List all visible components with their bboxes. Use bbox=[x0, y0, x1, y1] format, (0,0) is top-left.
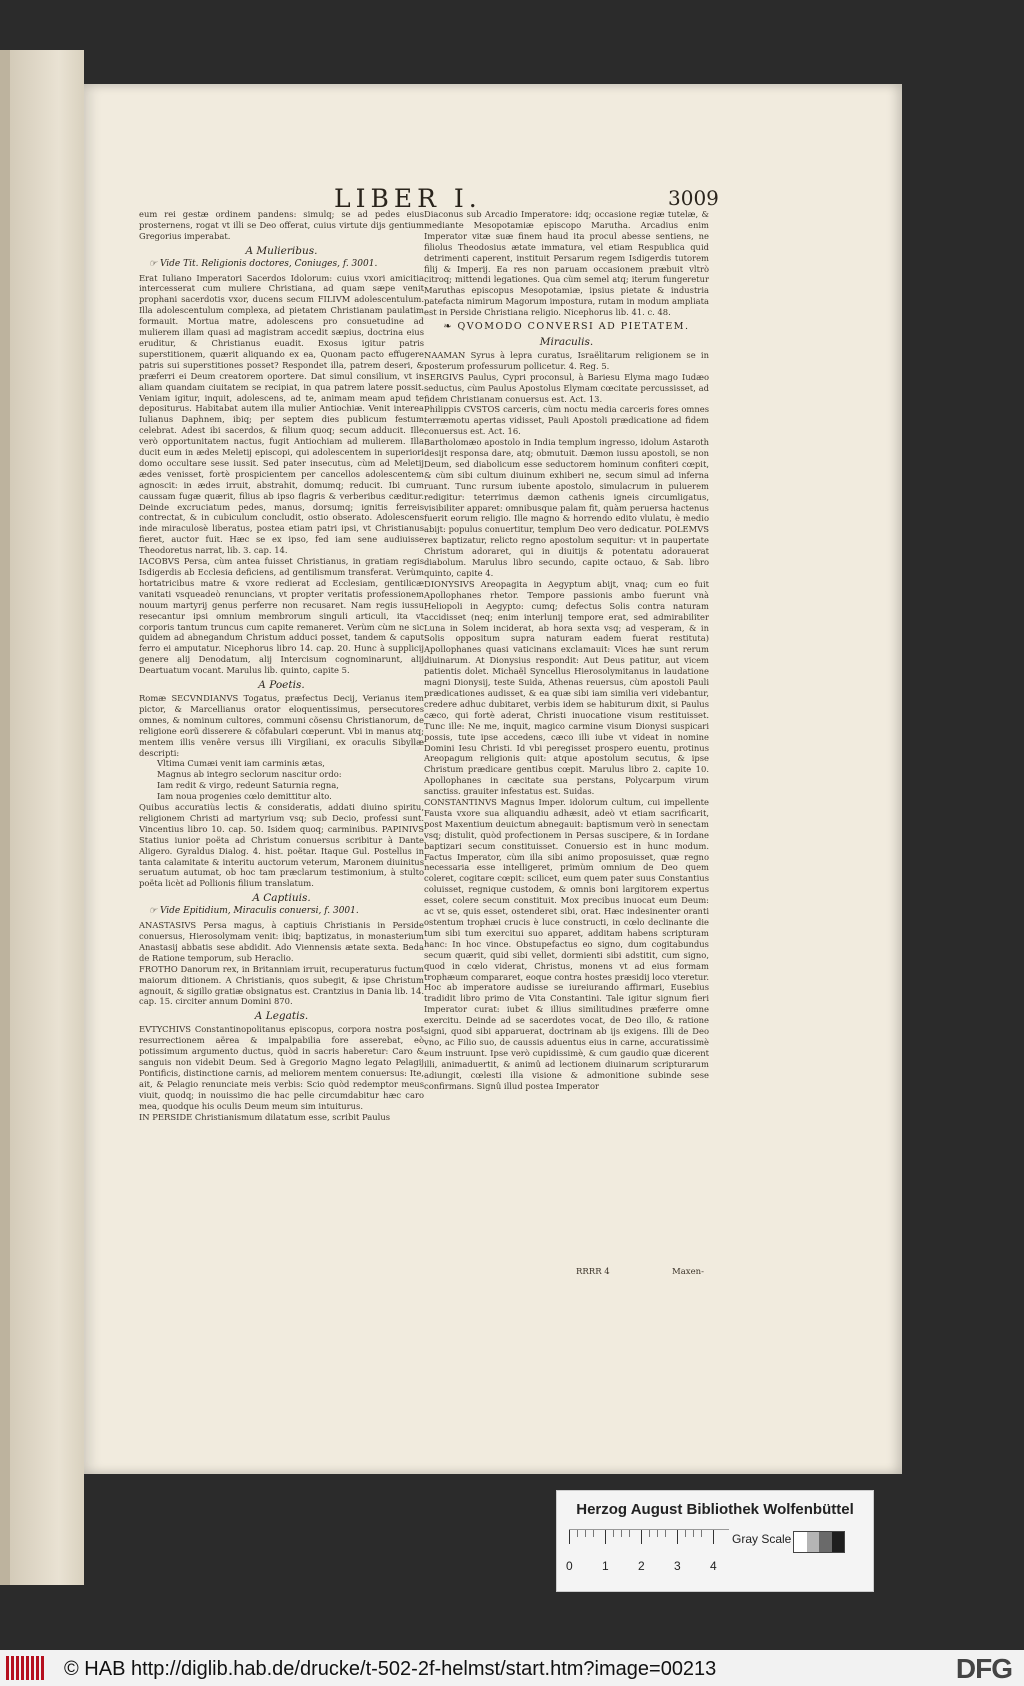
section-heading bbox=[424, 322, 709, 333]
cross-reference bbox=[149, 906, 424, 917]
gray-swatch bbox=[807, 1532, 820, 1552]
ruler-label: 0 bbox=[566, 1559, 573, 1573]
paragraph: IACOBVS Persa, cùm antea fuisset Christianus, in gratiam regis Isdigerdis ab Ecclesia deficiens, ad gentilismum transferat. Verùm hortatricibus matre & vxore redierat ad Ecclesiam, gentilicæ vanitati vsqueadeò renuncians, vt propter veritatis professionem nouum martyrij genus perferre non recusaret. Nam regis iussu resecantur ipsi omnium membrorum singuli articuli, ita vt corporis tantum truncus cum capite remaneret. Verùm cùm ne sic quidem ad abnegandum Christum adduci posset, tandem & caput ferro ei amputatur. Nicephorus libro 14. cap. 20. Hunc à supplicij genere alij Denodatum, alij Intercisum cognominarunt, alij Deartuatum vocant. Marulus lib. quinto, capite 5. bbox=[139, 556, 424, 676]
gray-swatch bbox=[832, 1532, 845, 1552]
section-heading: Miraculis. bbox=[539, 335, 594, 348]
library-name: Herzog August Bibliothek Wolfenbüttel bbox=[576, 1501, 854, 1518]
paragraph: Quibus accuratiùs lectis & consideratis, addati diuino spiritu, religionem Christi ad martyrium vsq; sub Decio, professi sunt. Vincentius libro 10. cap. 50. Isidem quoq; carminibus. PAPINIVS Statius iunior poëta ad Christum conuersus scribitur à Dante Aligero. Gyraldus Dialog. 4. hist. poëtar. Itaque Gul. Postellus in tanta calamitate & interitu auctorum veterum, Maronem diuinitus seruatum autumat, ob hoc tam præclarum testimonium, à stulto poëta licèt ad Pollionis filium translatum. bbox=[139, 802, 424, 889]
cross-reference-text: Vide Tit. Religionis doctores, Coniuges, f. 3001. bbox=[159, 258, 378, 269]
ruler-tick bbox=[665, 1530, 666, 1537]
color-calibration-bar bbox=[556, 1490, 874, 1592]
paragraph: ANASTASIVS Persa magus, à captiuis Christianis in Perside conuersus, Hierosolymam venit: ibiq; baptizatus, in monasterium Anastasij abbatis sese abdidit. Ado Viennensis ætate sexta. Beda de Ratione temporum, sub Heraclio. bbox=[139, 920, 424, 963]
verse-line: Vltima Cumæi venit iam carminis ætas, bbox=[157, 758, 325, 769]
pointing-hand-icon: ☞ bbox=[149, 906, 160, 917]
dfg-logo: DFG bbox=[955, 1653, 1012, 1684]
ruler-tick bbox=[593, 1530, 594, 1537]
ruler-tick bbox=[621, 1530, 622, 1537]
left-column bbox=[139, 209, 424, 1349]
paragraph: CONSTANTINVS Magnus Imper. idolorum cultum, cui impellente Fausta vxore sua aliquandiu adhæsit, adeò vt etiam sacrificarit, post Maxentium deuictum abnegauit: baptismum verò in senectam vsq; distulit, quòd profectionem in Persas suscipere, & in Iordane baptizari secum constituisset. Conuersio est in hunc modum. Factus Imperator, cùm illa sibi animo proposuisset, quæ regno necessaria esse intelligeret, primùm omnium de Deo quem coleret, cogitare cœpit: scilicet, eum quem pater suus Constantius coluisset, regnique custodem, & omnis boni largitorem expertus esset, colere secum constituit. Mox precibus inuocat eum Deum: ac vt se, quis esset, ostenderet sibi, orat. Hæc indesinenter oranti ostentum trophæi crucis è luce constructi, in cœlo declinante die tum sibi tum exercitui suo apparet, additam habens scripturam hanc: In hoc vince. Obstupefactus eo signo, dum cogitabundus secum quærit, quid sibi vellet, dormienti sibi adstitit, cum signo, quod in cœlo viderat, Christus, monens vt ad eius formam trophæum compararet, eoque contra hostes præsidij loco vteretur. Hoc ab imperatore audisse se iureiurando affirmari, Eusebius tradidit libro primo de Vita Constantini. Tale igitur signum fieri Imperator curat: iubet & illius similitudines præferre omne exercitu. Deinde ad se sacerdotes vocat, de Deo illo, & ratione signi, quod sibi apparuerat, doctrinam ab ijs exigens. Illi de Deo vno, ac Filio suo, de caussis aduentus eius in carne, accuratissimè eum instruunt. Ipse verò cupidissimè, & cum gaudio quæ dicerent illi, animaduertit, & animû ad lectionem diuinarum scripturarum adiungit, cœlesti illa visione & admonitione subinde sese confirmans. Signû illud postea Imperator bbox=[424, 797, 709, 1091]
ruler-tick bbox=[577, 1530, 578, 1537]
ruler-tick bbox=[605, 1530, 606, 1544]
signature-mark: RRRR 4 bbox=[576, 1267, 610, 1277]
ruler-tick bbox=[701, 1530, 702, 1537]
catchword: Maxen- bbox=[672, 1267, 704, 1277]
scale-ruler bbox=[569, 1529, 729, 1558]
paragraph: Diaconus sub Arcadio Imperatore: idq; occasione regiæ tutelæ, & mediante Mesopotamiæ episcopo Marutha. Arcadius enim Imperator vitæ suæ finem haud ita procul abesse sentiens, ne filiolus Theodosius ætate immatura, vel etiam Respublica quid detrimenti caperent, instituit Persarum regem Isdigerdis tutorem filij & Imperij. Ea res non paruam occasionem præbuit vltrò citroq; mittendi legationes. Qua cùm semel atq; iterum fungeretur Maruthas episcopus Mesopotamiæ, ipsius pietate & industria patefacta nimirum Magorum impostura, rutam in modum ampliata est in Perside Christiana religio. Nicephorus lib. 41. c. 48. bbox=[424, 209, 709, 318]
gray-swatch bbox=[819, 1532, 832, 1552]
verse-line: Iam redit & virgo, redeunt Saturnia regna, bbox=[157, 780, 339, 791]
running-head: LIBER I. bbox=[334, 184, 482, 213]
paragraph: FROTHO Danorum rex, in Britanniam irruit, recuperaturus fuctum maiorum ditionem. A Christianis, quos subegit, & ipse Christum agnouit, & sigillo gratiæ obsignatus est. Crantzius in Dania lib. 14. cap. 15. circiter annum Domini 870. bbox=[139, 963, 424, 1007]
ruler-tick bbox=[613, 1530, 614, 1537]
paragraph: DIONYSIVS Areopagita in Aegyptum abijt, vnaq; cum eo fuit Apollophanes rhetor. Tempore passionis ambo fuerunt vnà Heliopoli in Aegypto: cumq; defectus Solis contra naturam accidisset (neq; enim interlunij tempore erat, sed admirabiliter Luna in Solem inciderat, ab hora sexta vsq; ad vesperam, & in Solis oppositum supra naturam eadem fuerat restituta) Apollophanes quasi vaticinans exclamauit: Vices hæ sunt rerum diuinarum. At Dionysius respondit: Aut Deus patitur, aut vicem patientis dolet. Michaël Syncellus Hierosolymitanus in laudatione magni Dionysij, teste Suida, Athenas reuersus, cùm apostoli Pauli prædicationes audisset, & ea quæ sibi iam similia veri videbantur, credere adhuc dubitaret, verbis idem se habiturum dixit, si Paulus cæco, qui fortè aderat, Christi inuocatione visum restituisset. Tunc ille: Ne me, inquit, magico carmine visum Dionysi suspicari possis, tute ipse accedens, cæco illi iube vt videat in nomine Domini Iesu Christi. Id vbi peregisset prospero euentu, protinus Areopagum religionis quit: atque apostolum secutus, & ipse Christum prædicare gentibus cœpit. Marulus libro 2. capite 10. Apollophanes in cæcitate sua perstans, Polycarpum virum sanctiss. grauiter infestatus est. Suidas. bbox=[424, 578, 709, 797]
ruler-labels bbox=[566, 1559, 739, 1575]
paragraph: Erat Iuliano Imperatori Sacerdos Idolorum: cuius vxori amicitia intercesserat cum muliere Christiana, ad quam sæpe venit prophani sacerdotis vxor, ducens secum FILIVM adolescentulum. Illa adolescentulum complexa, ad pietatem Christianam paulatim formauit. Mortua matre, adolescens pro consuetudine ad mulierem illam quasi ad magistram accedit sæpius, doctrina eius eruditur, & Christianus euadit. Exosus igitur patris superstitionem, quærit aliquando ex ea, Quonam pacto effugere patris sui superstitiones posset? Respondet illa, patrem deseri, & præferri ei Deum creatorem oportere. Dat simul consilium, vt in aliam quandam ciuitatem se recipiat, in qua patrem latere possit. Veniam igitur, inquit, adolescens, ad te, animam meam apud te depositurus. Habitabat autem illa mulier Antiochiæ. Venit interea Iulianus Daphnem, ibiq; per septem dies publicum festum celebrat. Adest ibi sacerdos, & filium quoq; secum adducit. Ille verò opportunitatem nactus, fugit Antiochiam ad mulierem. Illa ducit eum in ædes Meletij episcopi, qui adolescentem in superiori domo occultare sese iussit. Sed pater insecutus, cùm ad Meletij ædes venisset, fortè prospicientem per cancellos adolescentem agnoscit: in ædes irruit, abstrahit, domumq; reducit. Ibi cum caussam fugæ quærit, filius ab ipso flagris & verberibus cæditur. Deinde excruciatum pedes, manus, dorsumq; ignitis ferreis contrectat, & in cubiculum concludit, ostio obserato. Adolescens inde miraculosè liberatus, postea etiam patri ipsi, vt Christianus fieret, auctor fuit. Hæc se ex ipso, fed iam sene audiuisse Theodoretus narrat, lib. 3. cap. 14. bbox=[139, 272, 424, 556]
pointing-hand-icon: ☞ bbox=[149, 258, 160, 269]
ruler-label: 2 bbox=[638, 1559, 645, 1573]
viewer-footer bbox=[0, 1650, 1024, 1686]
ruler-label: 3 bbox=[674, 1559, 681, 1573]
gray-scale-swatches bbox=[793, 1531, 845, 1553]
verse-line: Iam noua progenies cœlo demittitur alto. bbox=[157, 791, 332, 802]
ruler-tick bbox=[649, 1530, 650, 1537]
ruler-tick bbox=[569, 1530, 570, 1544]
facing-page-edge bbox=[0, 50, 84, 1585]
verse-line: Magnus ab integro seclorum nascitur ordo: bbox=[157, 769, 342, 780]
paragraph: eum rei gestæ ordinem pandens: simulq; se ad pedes eius prosternens, rogat vt illi se Deo offerat, cuius virtute dijs gentium Gregorius imperabat. bbox=[139, 209, 424, 241]
right-column bbox=[424, 209, 709, 1354]
paragraph: Philippis CVSTOS carceris, cùm noctu media carceris fores omnes terræmotu apertas vidisset, Pauli Apostoli prædicatione ad fidem conuersus est. Act. 16. bbox=[424, 404, 709, 437]
paragraph: NAAMAN Syrus à lepra curatus, Israëlitarum religionem se in posterum professurum pollicetur. 4. Reg. 5. bbox=[424, 349, 709, 371]
ruler-label: 4 bbox=[710, 1559, 717, 1573]
page-foot bbox=[84, 1267, 902, 1281]
ruler-label: 1 bbox=[602, 1559, 609, 1573]
cross-reference bbox=[149, 259, 424, 270]
ruler-tick bbox=[685, 1530, 686, 1537]
hab-barcode-logo-icon bbox=[6, 1656, 44, 1680]
paragraph: IN PERSIDE Christianismum dilatatum esse, scribit Paulus bbox=[139, 1111, 391, 1122]
ruler-tick bbox=[657, 1530, 658, 1537]
ruler-tick bbox=[585, 1530, 586, 1537]
ruler-tick bbox=[629, 1530, 630, 1537]
book-page bbox=[84, 84, 902, 1474]
gray-scale-label: Gray Scale bbox=[732, 1532, 792, 1546]
facing-page-shadow bbox=[0, 50, 10, 1585]
paragraph: Romæ SECVNDIANVS Togatus, præfectus Decij, Verianus item pictor, & Marcellianus orator eloquentissimus, persecutores omnes, & nominum cultores, communi cõsensu Christianorum, de religione eorũ disserere & cõfabulari cœperunt. Vbi in manus atq; mentem illis venêre versus illi Virgiliani, ex oraculis Sibyllæ descripti: bbox=[139, 692, 424, 758]
paragraph: Bartholomæo apostolo in India templum ingresso, idolum Astaroth desijt responsa dare, atq; obmutuit. Dæmon iussu apostoli, se non Deum, sed diabolicum esse seductorem hominum confiteri cœpit, & cùm sibi cultum diuinum exhiberi ne, secum simul ad inferna ruant. Tunc rursum iubente apostolo, simulacrum in puluerem redigitur: teterrimus dæmon cathenis igneis circumligatus, visibiliter apparet: omnibusque palam fit, quàm peruersa hactenus fuerit eorum religio. Ille magno & horrendo edito vlulatu, è medio abijt: populus conuertitur, templum Deo vero dedicatur. POLEMVS rex baptizatur, relicto regno apostolum sequitur: vt in paupertate Christum adoraret, qui in diuitijs & potentatu adorauerat diabolum. Marulus libro secundo, capite octauo, & Sab. libro quinto, capite 4. bbox=[424, 437, 709, 578]
cross-reference-text: Vide Epitidium, Miraculis conuersi, f. 3001. bbox=[159, 906, 359, 917]
ruler-tick bbox=[641, 1530, 642, 1544]
section-heading: A Captiuis. bbox=[252, 892, 311, 905]
page-number: 3009 bbox=[668, 186, 719, 210]
source-url[interactable]: © HAB http://diglib.hab.de/drucke/t-502-2f-helmst/start.htm?image=00213 bbox=[64, 1658, 717, 1680]
paragraph: EVTYCHIVS Constantinopolitanus episcopus, corpora nostra post resurrectionem aërea & impalpabilia fore asserebat, eò potissimum argumento ductus, quòd in sacris haberetur: Caro & sanguis non videbit Deum. Sed à Gregorio Magno legato Pelagij Pontificis, distinctione carnis, ad meliorem mentem conuersus: Ite, ait, & Pelagio renunciate meis verbis: Scio quòd redemptor meus viuit, quodq; in nouissimo die hac pelle circumdabitur hæc caro mea, quodque his oculis Deum meum sim intuiturus. bbox=[139, 1024, 424, 1111]
section-heading: A Legatis. bbox=[254, 1010, 309, 1023]
section-heading-text: QVOMODO CONVERSI AD PIETATEM. bbox=[457, 321, 690, 333]
ruler-tick bbox=[713, 1530, 714, 1544]
ruler-tick bbox=[677, 1530, 678, 1544]
fleuron-icon: ❧ bbox=[443, 321, 458, 333]
ruler-tick bbox=[693, 1530, 694, 1537]
section-heading: A Poetis. bbox=[258, 679, 305, 692]
gray-swatch bbox=[794, 1532, 807, 1552]
paragraph: SERGIVS Paulus, Cypri proconsul, à Bariesu Elyma mago Iudæo seductus, cùm Paulus Apostolus Elymam cœcitate percussisset, ad fidem Christianam conuersus est. Act. 13. bbox=[424, 371, 709, 404]
section-heading: A Mulieribus. bbox=[245, 244, 318, 257]
